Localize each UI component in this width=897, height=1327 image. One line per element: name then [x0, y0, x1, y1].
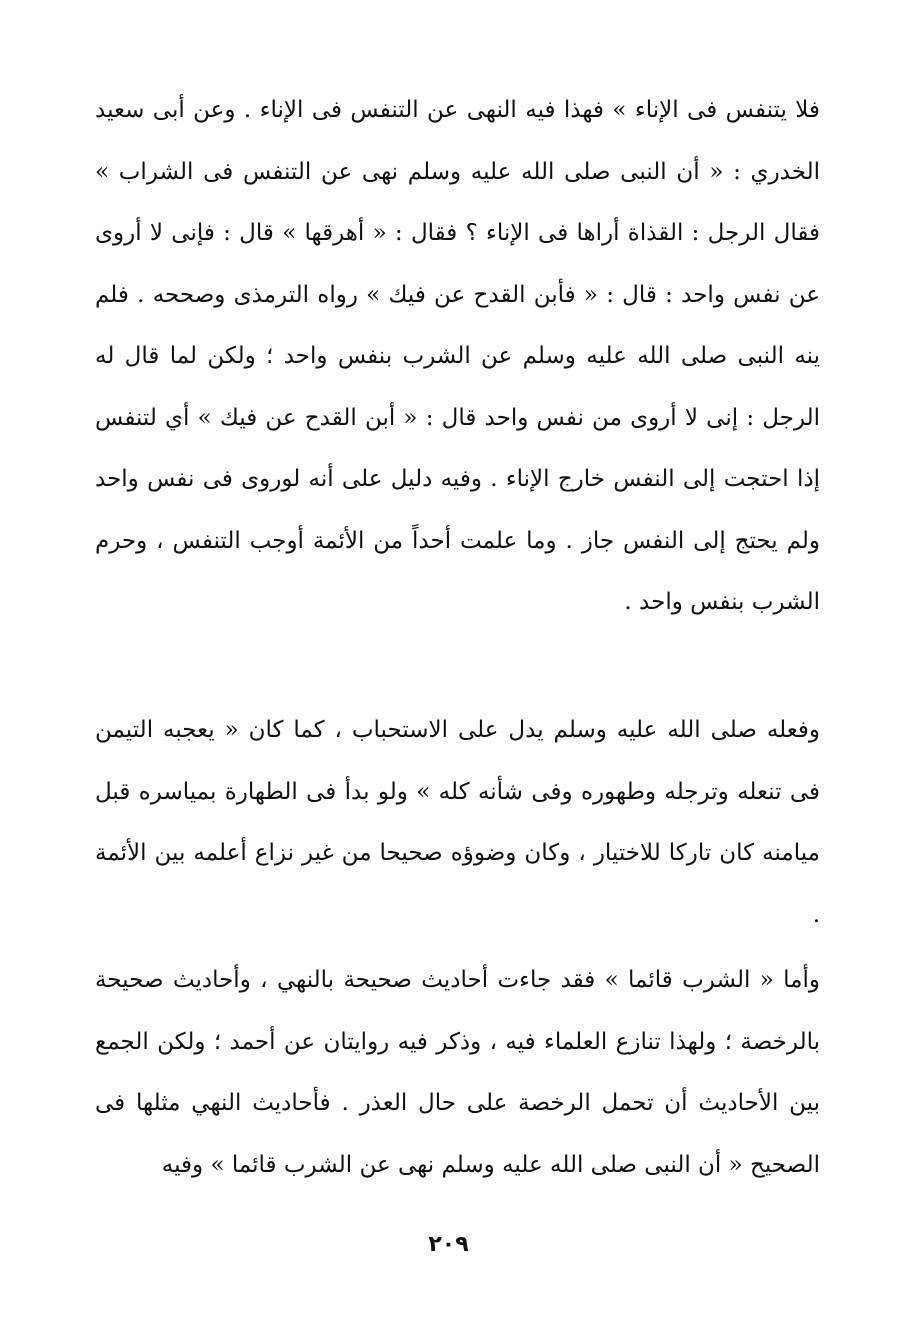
paragraph-drinking-breath [95, 80, 820, 634]
paragraph-text: وفعله صلى الله عليه وسلم يدل على الاستحباب ، كما كان « يعجبه التيمن فى تنعله وترجله وطهوره وفى شأنه كله » ولو بدأ فى الطهارة بمياسره قبل ميامنه كان تاركا للاختيار ، وكان وضوؤه صحيحا من غير نزاع أعلمه بين الأئمة . [95, 717, 820, 928]
paragraph-text: وأما « الشرب قائما » فقد جاءت أحاديث صحيحة بالنهي ، وأحاديث صحيحة بالرخصة ؛ ولهذا تنازع العلماء فيه ، وذكر فيه روايتان عن أحمد ؛ ولكن الجمع بين الأحاديث أن تحمل الرخصة على حال العذر . فأحاديث النهي مثلها فى الصحيح « أن النبى صلى الله عليه وسلم نهى عن الشرب قائما » وفيه [95, 967, 820, 1178]
paragraph-text: فلا يتنفس فى الإناء » فهذا فيه النهى عن التنفس فى الإناء . وعن أبى سعيد الخدري : « أن النبى صلى الله عليه وسلم نهى عن التنفس فى الشراب » فقال الرجل : القذاة أراها فى الإناء ؟ فقال : « أهرقها » قال : فإنى لا أروى عن نفس واحد : قال : « فأبن القدح عن فيك » رواه الترمذى وصححه . فلم ينه النبى صلى الله عليه وسلم عن الشرب بنفس واحد ؛ ولكن لما قال له الرجل : إنى لا أروى من نفس واحد قال : « أبن القدح عن فيك » أي لتنفس إذا احتجت إلى النفس خارج الإناء . وفيه دليل على أنه لوروى فى نفس واحد ولم يحتج إلى النفس جاز . وما علمت أحداً من الأئمة أوجب التنفس ، وحرم الشرب بنفس واحد . [95, 97, 820, 615]
paragraph-right-side-preference [95, 700, 820, 946]
paragraph-drinking-standing [95, 950, 820, 1196]
page-number: ٢٠٩ [428, 1232, 469, 1257]
